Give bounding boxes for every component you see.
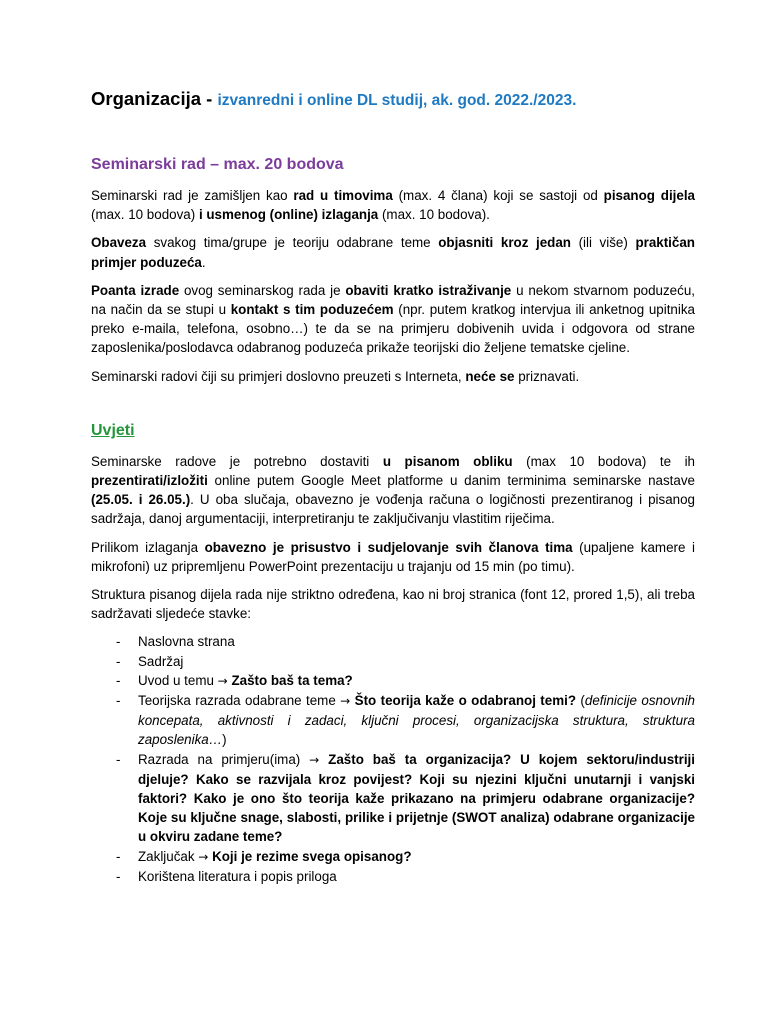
list-item-text: Sadržaj <box>138 653 184 669</box>
paragraph <box>91 452 695 529</box>
list-item <box>91 632 695 651</box>
text: priznavati. <box>514 368 580 384</box>
dash-bullet: - <box>116 848 121 864</box>
italic-text: definicije osnovnih koncepata, aktivnosti i zadaci, ključni procesi, organizacijska struktura, struktura zaposlenika… <box>138 693 695 748</box>
right-arrow-icon: → <box>340 694 351 709</box>
dash-bullet: - <box>116 868 121 884</box>
text: u nekom stvarnom poduzeću, na način da se stupi u <box>91 282 695 318</box>
document-content <box>91 86 695 886</box>
list-item <box>91 750 695 847</box>
section-heading-seminarski-rad: Seminarski rad – max. 20 bodova <box>91 156 344 173</box>
bold-text: i usmenog (online) izlaganja <box>198 207 379 223</box>
title-subtitle: izvanredni i online DL studij, ak. god. 2022./2023. <box>217 92 577 109</box>
text: Struktura pisanog dijela rada nije striktno određena, kao ni broj stranica (font 12, prored 1,5), ali treba sadržavati sljedeće stavke: <box>91 587 695 622</box>
list-item <box>91 652 695 671</box>
requirements-list <box>91 632 695 886</box>
text: (upaljene kamere i mikrofoni) uz pripremljenu PowerPoint prezentaciju u trajanju od 15 min (po timu). <box>91 539 695 574</box>
dash-bullet: - <box>116 751 121 767</box>
text: (max. 10 bodova). <box>378 207 490 223</box>
text: . U oba slučaja, obavezno je vođenja računa o logičnosti prezentiranog i pisanog sadržaja, danoj argumentaciji, interpretiranju te zaključivanju vlastitim riječima. <box>91 492 695 527</box>
paragraph <box>91 233 695 271</box>
bold-text: kontakt s tim poduzećem <box>230 302 394 318</box>
text: (npr. putem kratkog intervjua ili anketnog upitnika preko e-maila, telefona, osobno…) te da se na primjeru dobivenih uvida i odgovora od strane zaposlenika/poslodavca odabranog poduzeća prikaže teorijski dio željene tematske cjeline. <box>91 302 695 356</box>
page-title <box>91 86 695 114</box>
paragraph <box>91 585 695 623</box>
list-item <box>91 691 695 750</box>
text: (ili više) <box>570 235 636 251</box>
bold-text: praktičan primjer poduzeća <box>91 235 695 270</box>
paragraph <box>91 538 695 576</box>
text: ) <box>222 732 227 748</box>
section-heading-uvjeti: Uvjeti <box>91 421 135 439</box>
text: (max. 10 bodova) <box>91 207 199 223</box>
dash-bullet: - <box>116 693 121 709</box>
right-arrow-icon: → <box>198 849 209 864</box>
dash-bullet: - <box>116 653 121 669</box>
right-arrow-icon: → <box>309 752 320 767</box>
bold-text: neće se <box>465 368 515 384</box>
text: (max 10 bodova) te ih <box>512 453 696 469</box>
bold-text: Zašto baš ta tema? <box>231 672 353 688</box>
text: Seminarski radovi čiji su primjeri doslovno preuzeti s Interneta, <box>91 368 466 384</box>
paragraph <box>91 186 695 224</box>
paragraph <box>91 367 695 386</box>
list-item <box>91 867 695 886</box>
title-main: Organizacija - <box>91 88 213 109</box>
list-item-text: Korištena literatura i popis priloga <box>138 868 337 884</box>
right-arrow-icon: → <box>217 673 228 688</box>
text: svakog tima/grupe je teoriju odabrane teme <box>146 235 439 251</box>
bold-text: Obaveza <box>91 235 147 251</box>
list-item <box>91 847 695 867</box>
bold-text: objasniti kroz jedan <box>438 235 571 251</box>
bold-text: Što teorija kaže o odabranoj temi? <box>354 693 577 709</box>
paragraph <box>91 281 695 358</box>
list-item <box>91 671 695 691</box>
bold-text: pisanog dijela <box>603 188 696 203</box>
text: (max. 4 člana) koji se sastoji od <box>392 188 604 203</box>
list-item-text: Uvod u temu <box>138 672 218 688</box>
list-item-text: Teorijska razrada odabrane teme <box>138 693 341 709</box>
text: Seminarski rad je zamišljen kao <box>91 188 294 203</box>
list-item-text: Razrada na primjeru(ima) <box>138 751 310 767</box>
bold-text: (25.05. i 26.05.) <box>91 492 191 508</box>
dash-bullet: - <box>116 634 121 650</box>
bold-text: prezentirati/izložiti <box>91 473 208 489</box>
bold-text: Poanta izrade <box>91 282 180 298</box>
text: ovog seminarskog rada je <box>179 282 346 298</box>
text: . <box>201 254 206 270</box>
bold-text: u pisanom obliku <box>382 453 513 469</box>
bold-text: rad u timovima <box>293 188 393 203</box>
list-item-text: Naslovna strana <box>138 634 235 650</box>
text: ( <box>576 693 585 709</box>
bold-text: Zašto baš ta organizacija? U kojem sektoru/industriji djeluje? Kako se razvijala kroz povijest? Koji su njezini ključni unutarnji i vanjski faktori? Kako je ono što teorija kaže prikazano na primjeru odabrane organizacije? Koje su ključne snage, slabosti, prilike i prijetnje (SWOT analiza) odabrane organizacije u okviru zadane teme? <box>138 751 695 845</box>
text: online putem Google Meet platforme u danim terminima seminarske nastave <box>207 473 695 489</box>
list-item-text: Zaključak <box>138 848 199 864</box>
text: Prilikom izlaganja <box>91 539 205 555</box>
dash-bullet: - <box>116 672 121 688</box>
bold-text: Koji je rezime svega opisanog? <box>212 848 412 864</box>
bold-text: obaviti kratko istraživanje <box>345 282 512 298</box>
text: Seminarske radove je potrebno dostaviti <box>91 453 383 469</box>
bold-text: obavezno je prisustvo i sudjelovanje svih članova tima <box>204 539 573 555</box>
